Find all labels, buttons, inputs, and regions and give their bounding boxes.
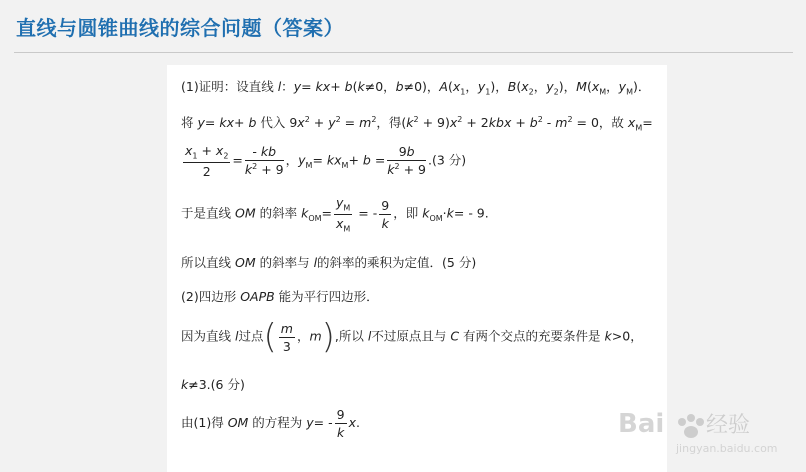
svg-text:Bai: Bai <box>618 409 665 439</box>
solution-line-3: $\frac{x_1 + x_2}{2}$ = $\frac{- kb}{k^2 + 9}$ ，$y_M= kx_M+ b$ = $\frac{9b}{k^2 + 9}$ .(3 分) <box>185 143 467 179</box>
page-title: 直线与圆锥曲线的综合问题（答案） <box>16 16 344 40</box>
solution-line-9: 由(1)得 OM 的方程为 y= - $\frac{9}{k}$ x. <box>181 407 360 440</box>
solution-line-6: (2)四边形 OAPB 能为平行四边形． <box>181 289 379 304</box>
title-divider <box>14 52 793 53</box>
solution-line-2: 将 y= kx+ b 代入 $9x^2 + y^2 = m^2$，得$(k^2 + 9)x^2 + 2kbx + b^2 - m^2 = 0$，故 $x_M=$ <box>181 114 653 133</box>
solution-line-8: k≠3.(6 分) <box>181 377 245 392</box>
solution-line-5: 所以直线 OM 的斜率与 l的斜率的乘积为定值．(5 分) <box>181 255 477 270</box>
svg-text:经验: 经验 <box>706 413 751 438</box>
solution-line-7: 因为直线 l过点( $\frac{m}{3}$ ，m),所以 l不过原点且与 C 有两个交点的充要条件是 k>0， <box>181 317 643 357</box>
watermark-url: jingyan.baidu.com <box>676 442 778 455</box>
solution-line-4: 于是直线 OM 的斜率 $k_{OM}=$ $\frac{y_M}{x_M}$ = - $\frac{9}{k}$ ，即 $k_{OM}\cdot k= - 9$. <box>181 195 489 233</box>
answer-card <box>167 65 667 472</box>
solution-line-1: (1)证明：设直线 l：y= kx+ b(k≠0，b≠0)，$A(x_1$，$y_1$)，$B(x_2$，$y_2$)，$M(x_M$，$y_M$)． <box>181 79 651 97</box>
